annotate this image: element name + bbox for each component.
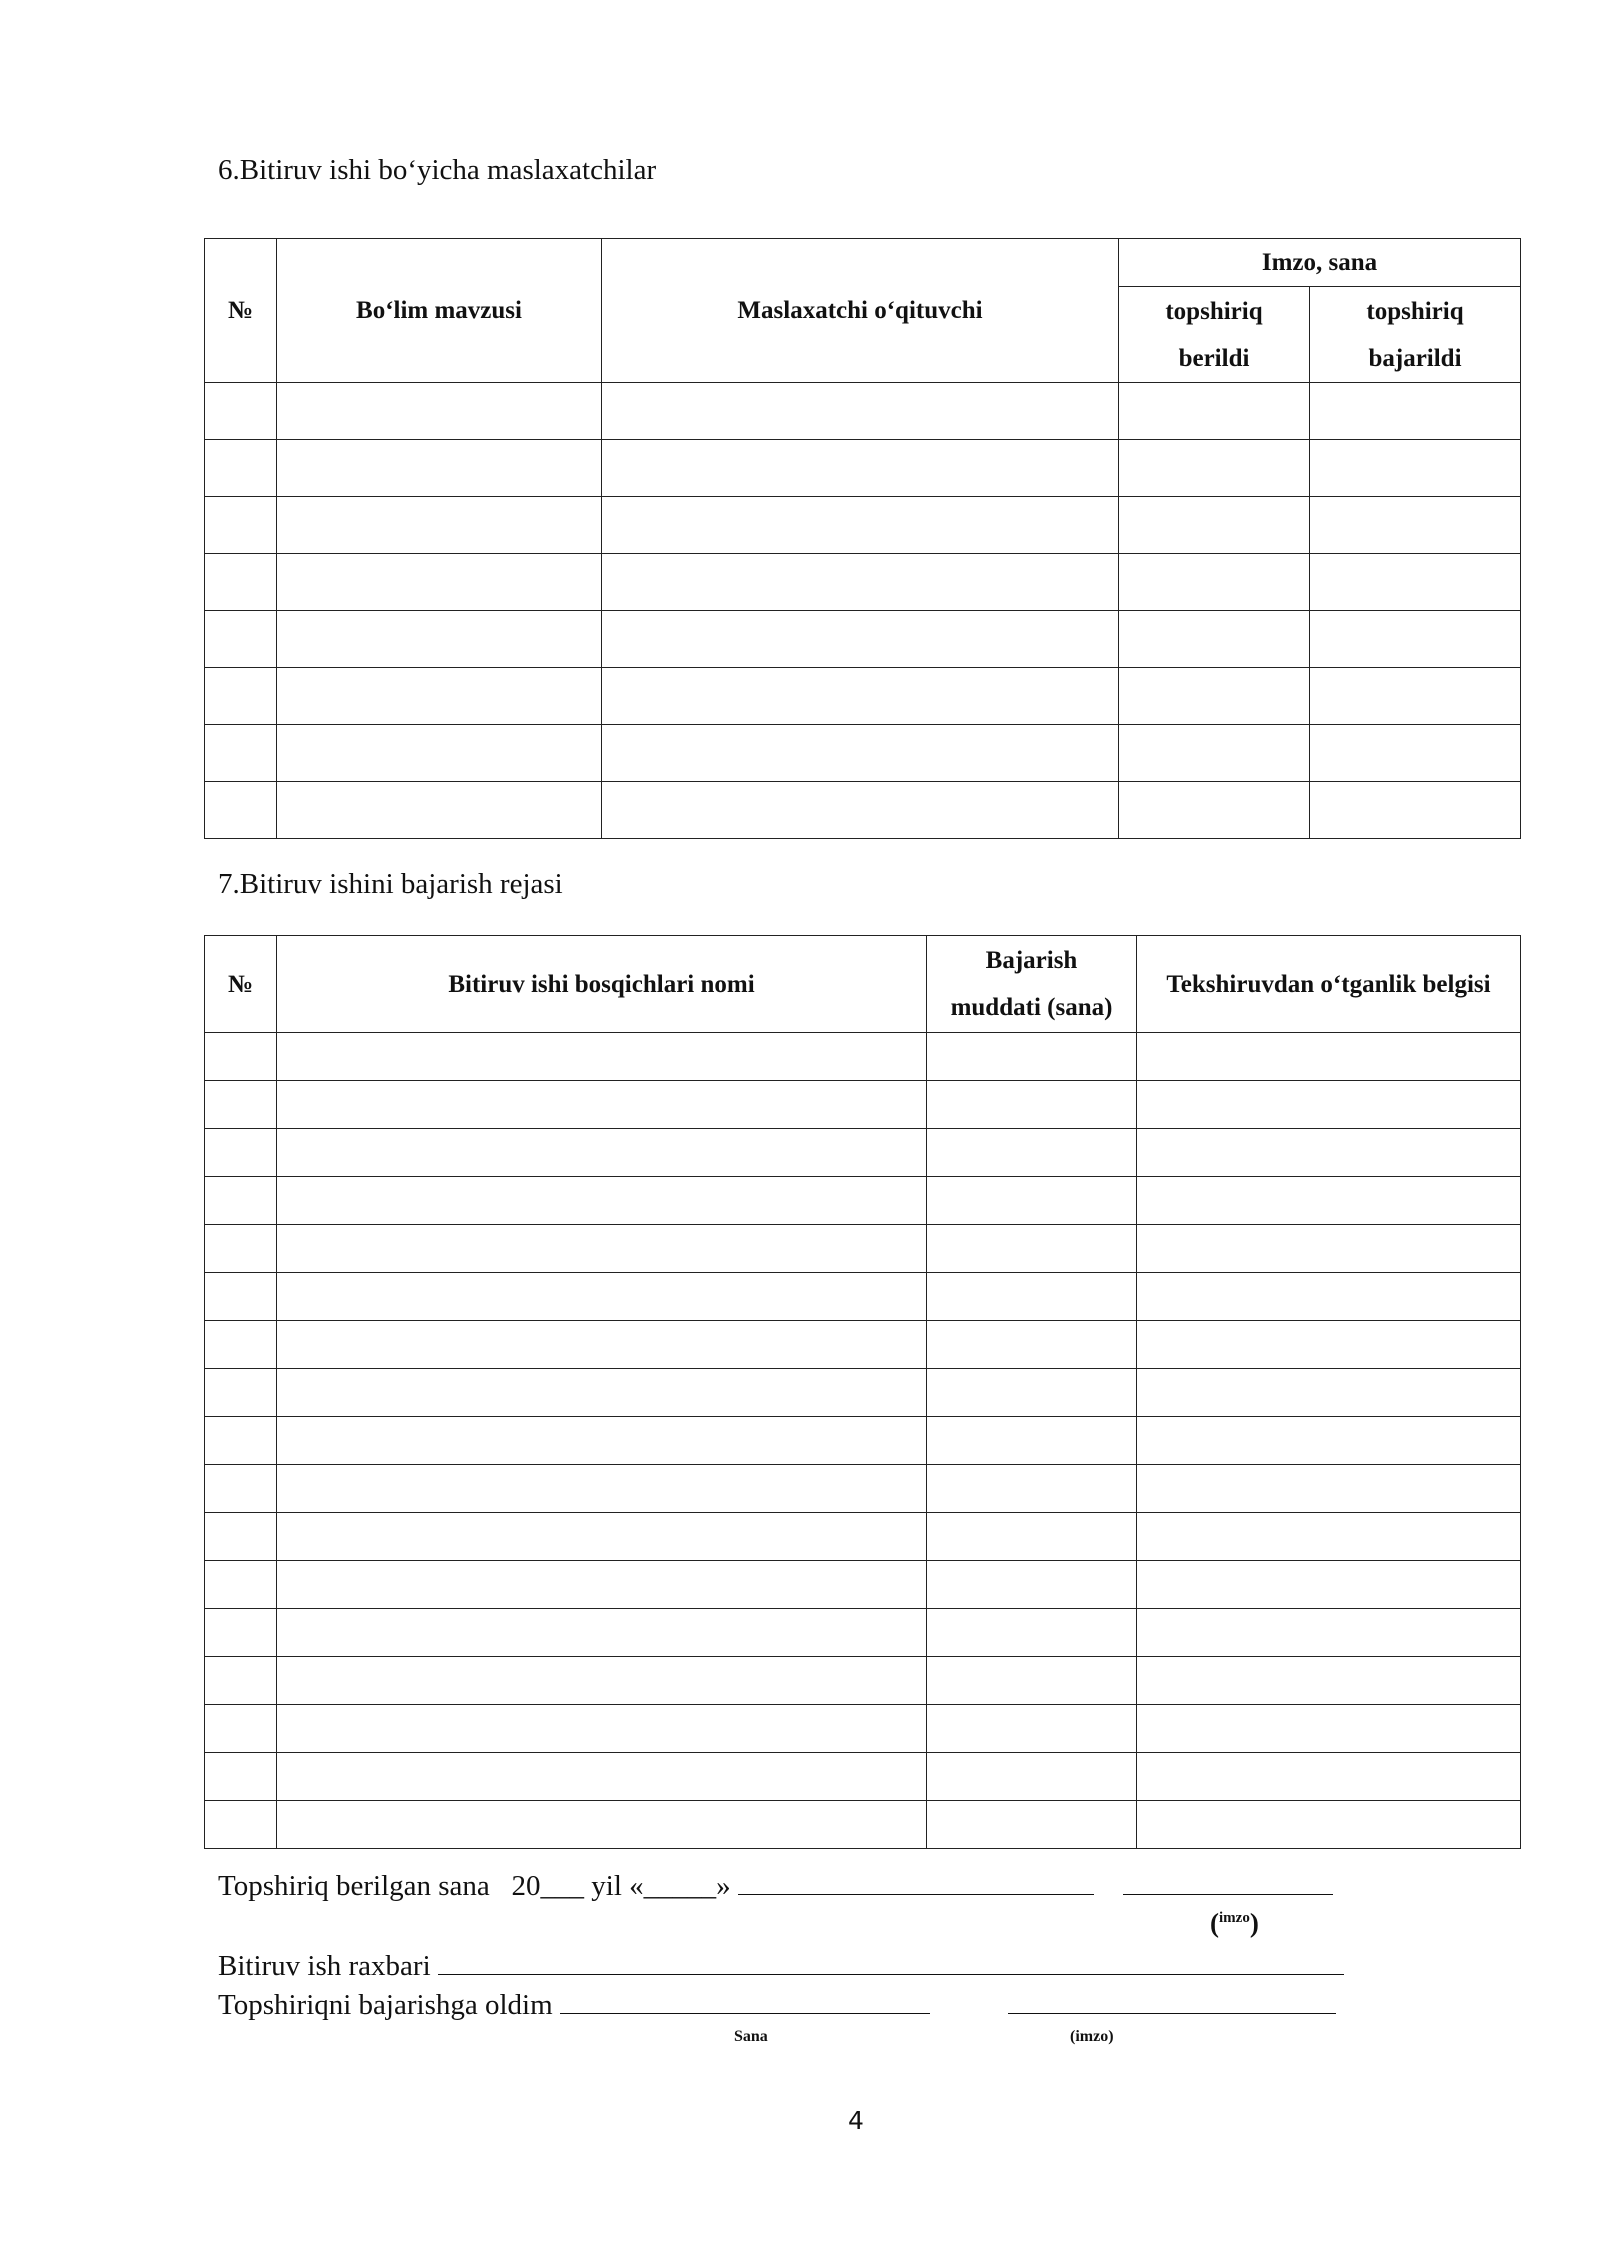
advisors-table-row <box>205 497 1521 554</box>
work-plan-table-cell[interactable] <box>1137 1081 1521 1129</box>
advisors-table-cell[interactable] <box>1119 554 1310 611</box>
advisors-table-row <box>205 554 1521 611</box>
advisors-table-row <box>205 611 1521 668</box>
advisors-table-cell[interactable] <box>205 554 277 611</box>
work-plan-table-cell[interactable] <box>277 1081 927 1129</box>
work-plan-table-cell[interactable] <box>277 1801 927 1849</box>
advisors-table-cell[interactable] <box>602 782 1119 839</box>
accepted-label: Topshiriqni bajarishga oldim <box>218 1989 553 2021</box>
work-plan-table-cell[interactable] <box>205 1657 277 1705</box>
advisors-table-cell[interactable] <box>205 497 277 554</box>
header-stage-names: Bitiruv ishi bosqichlari nomi <box>277 936 927 1033</box>
work-plan-table-cell[interactable] <box>927 1081 1137 1129</box>
date-caption: Sana <box>734 2028 768 2045</box>
work-plan-table-cell[interactable] <box>927 1753 1137 1801</box>
work-plan-table-cell[interactable] <box>1137 1657 1521 1705</box>
advisors-table-cell[interactable] <box>205 725 277 782</box>
work-plan-table-row <box>205 1513 1521 1561</box>
work-plan-table-cell[interactable] <box>277 1561 927 1609</box>
advisors-table-row <box>205 725 1521 782</box>
work-plan-table-cell[interactable] <box>1137 1033 1521 1081</box>
work-plan-table-cell[interactable] <box>927 1417 1137 1465</box>
issue-signature-field[interactable] <box>1123 1868 1333 1895</box>
issue-date-label: Topshiriq berilgan sana <box>218 1870 490 1902</box>
work-plan-table-row <box>205 1561 1521 1609</box>
advisors-table-cell[interactable] <box>205 782 277 839</box>
work-plan-table-cell[interactable] <box>277 1465 927 1513</box>
advisors-table-cell[interactable] <box>1310 440 1521 497</box>
advisors-table-cell[interactable] <box>277 554 602 611</box>
header-deadline: Bajarish muddati (sana) <box>927 936 1137 1033</box>
header-task-done: topshiriq bajarildi <box>1310 287 1521 383</box>
advisors-table-cell[interactable] <box>1119 383 1310 440</box>
work-plan-table <box>204 935 1521 1849</box>
work-plan-table-cell[interactable] <box>927 1129 1137 1177</box>
work-plan-table-cell[interactable] <box>1137 1705 1521 1753</box>
work-plan-table-cell[interactable] <box>927 1561 1137 1609</box>
advisors-table-cell[interactable] <box>1119 440 1310 497</box>
work-plan-table-cell[interactable] <box>277 1657 927 1705</box>
supervisor-label: Bitiruv ish raxbari <box>218 1950 431 1982</box>
work-plan-table-cell[interactable] <box>205 1513 277 1561</box>
page-number: 4 <box>848 2106 864 2135</box>
advisors-table-cell[interactable] <box>1119 668 1310 725</box>
advisors-table-cell[interactable] <box>205 440 277 497</box>
accepted-signature-field[interactable] <box>1008 1987 1336 2014</box>
work-plan-table-cell[interactable] <box>1137 1225 1521 1273</box>
work-plan-table-row <box>205 1609 1521 1657</box>
advisors-table-cell[interactable] <box>277 497 602 554</box>
work-plan-table-cell[interactable] <box>927 1321 1137 1369</box>
advisors-table-cell[interactable] <box>277 668 602 725</box>
work-plan-table-cell[interactable] <box>1137 1801 1521 1849</box>
header-task-given: topshiriq berildi <box>1119 287 1310 383</box>
advisors-table <box>204 238 1521 839</box>
advisors-table-cell[interactable] <box>1310 383 1521 440</box>
work-plan-table-cell[interactable] <box>205 1081 277 1129</box>
work-plan-table-row <box>205 1657 1521 1705</box>
work-plan-table-cell[interactable] <box>927 1513 1137 1561</box>
advisors-table-cell[interactable] <box>1310 497 1521 554</box>
advisors-table-cell[interactable] <box>602 668 1119 725</box>
advisors-table-row <box>205 668 1521 725</box>
work-plan-table-cell[interactable] <box>277 1609 927 1657</box>
work-plan-table-cell[interactable] <box>1137 1513 1521 1561</box>
advisors-table-row <box>205 782 1521 839</box>
work-plan-table-row <box>205 1417 1521 1465</box>
work-plan-table-cell[interactable] <box>205 1753 277 1801</box>
work-plan-table-row <box>205 1225 1521 1273</box>
work-plan-table-cell[interactable] <box>927 1225 1137 1273</box>
header-signature-date: Imzo, sana <box>1119 239 1521 287</box>
work-plan-table-row <box>205 1753 1521 1801</box>
work-plan-table-cell[interactable] <box>1137 1273 1521 1321</box>
work-plan-table-cell[interactable] <box>1137 1753 1521 1801</box>
work-plan-table-cell[interactable] <box>205 1465 277 1513</box>
advisors-table-cell[interactable] <box>602 440 1119 497</box>
work-plan-table-cell[interactable] <box>205 1369 277 1417</box>
advisors-table-cell[interactable] <box>1310 725 1521 782</box>
work-plan-table-cell[interactable] <box>927 1033 1137 1081</box>
work-plan-table-body <box>205 1033 1521 1849</box>
header-section-topic: Bo‘lim mavzusi <box>277 239 602 383</box>
work-plan-table-cell[interactable] <box>277 1177 927 1225</box>
work-plan-table-cell[interactable] <box>277 1225 927 1273</box>
work-plan-table-cell[interactable] <box>205 1321 277 1369</box>
advisors-table-cell[interactable] <box>1119 497 1310 554</box>
work-plan-table-cell[interactable] <box>1137 1177 1521 1225</box>
advisors-table-cell[interactable] <box>602 725 1119 782</box>
advisors-table-cell[interactable] <box>205 611 277 668</box>
work-plan-table-row <box>205 1369 1521 1417</box>
work-plan-table-cell[interactable] <box>1137 1129 1521 1177</box>
issue-date-field[interactable] <box>738 1868 1094 1895</box>
work-plan-table-row <box>205 1273 1521 1321</box>
work-plan-table-cell[interactable] <box>205 1225 277 1273</box>
work-plan-table-cell[interactable] <box>927 1465 1137 1513</box>
issue-date-year: 20___ yil «_____» <box>511 1870 731 1902</box>
advisors-table-cell[interactable] <box>602 497 1119 554</box>
work-plan-table-cell[interactable] <box>205 1801 277 1849</box>
header-number: № <box>205 936 277 1033</box>
work-plan-table-cell[interactable] <box>277 1129 927 1177</box>
work-plan-table-cell[interactable] <box>927 1273 1137 1321</box>
work-plan-table-cell[interactable] <box>1137 1321 1521 1369</box>
work-plan-table-cell[interactable] <box>205 1177 277 1225</box>
supervisor-field[interactable] <box>438 1948 1344 1975</box>
advisors-table-cell[interactable] <box>602 554 1119 611</box>
work-plan-table-cell[interactable] <box>277 1753 927 1801</box>
advisors-table-cell[interactable] <box>205 668 277 725</box>
work-plan-table-cell[interactable] <box>1137 1609 1521 1657</box>
work-plan-table-cell[interactable] <box>205 1609 277 1657</box>
advisors-table-row <box>205 440 1521 497</box>
advisors-table-cell[interactable] <box>1310 611 1521 668</box>
supervisor-line <box>218 1948 1344 1983</box>
work-plan-table-cell[interactable] <box>205 1417 277 1465</box>
work-plan-table-cell[interactable] <box>1137 1465 1521 1513</box>
work-plan-table-row <box>205 1033 1521 1081</box>
advisors-table-cell[interactable] <box>277 440 602 497</box>
signature-caption: (imzo) <box>1070 2028 1114 2045</box>
work-plan-table-cell[interactable] <box>205 1561 277 1609</box>
work-plan-table-row <box>205 1177 1521 1225</box>
work-plan-table-cell[interactable] <box>205 1033 277 1081</box>
work-plan-table-cell[interactable] <box>927 1609 1137 1657</box>
section-7-heading: 7.Bitiruv ishini bajarish rejasi <box>218 868 563 900</box>
advisors-table-row <box>205 383 1521 440</box>
work-plan-table-cell[interactable] <box>277 1273 927 1321</box>
work-plan-table-cell[interactable] <box>205 1129 277 1177</box>
work-plan-table-cell[interactable] <box>277 1033 927 1081</box>
advisors-table-cell[interactable] <box>1310 782 1521 839</box>
accepted-line <box>218 1987 1336 2022</box>
header-number: № <box>205 239 277 383</box>
header-advisor: Maslaxatchi o‘qituvchi <box>602 239 1119 383</box>
work-plan-table-cell[interactable] <box>927 1705 1137 1753</box>
work-plan-table-row <box>205 1129 1521 1177</box>
signature-caption-superscript: ($^{imzo}$) <box>1210 1908 1259 1938</box>
work-plan-table-cell[interactable] <box>205 1273 277 1321</box>
advisors-table-cell[interactable] <box>1119 725 1310 782</box>
advisors-table-cell[interactable] <box>1119 782 1310 839</box>
work-plan-table-row <box>205 1321 1521 1369</box>
advisors-table-cell[interactable] <box>205 383 277 440</box>
advisors-table-cell[interactable] <box>1119 611 1310 668</box>
work-plan-table-cell[interactable] <box>277 1369 927 1417</box>
work-plan-table-row <box>205 1081 1521 1129</box>
work-plan-table-row <box>205 1705 1521 1753</box>
work-plan-table-cell[interactable] <box>277 1417 927 1465</box>
header-check-mark: Tekshiruvdan o‘tganlik belgisi <box>1137 936 1521 1033</box>
issue-date-line <box>218 1868 1333 1903</box>
work-plan-table-cell[interactable] <box>927 1801 1137 1849</box>
work-plan-table-cell[interactable] <box>1137 1417 1521 1465</box>
work-plan-table-cell[interactable] <box>927 1177 1137 1225</box>
work-plan-table-cell[interactable] <box>205 1705 277 1753</box>
work-plan-table-row <box>205 1465 1521 1513</box>
advisors-table-body <box>205 383 1521 839</box>
section-6-heading: 6.Bitiruv ishi bo‘yicha maslaxatchilar <box>218 154 657 186</box>
advisors-table-cell[interactable] <box>277 383 602 440</box>
advisors-table-cell[interactable] <box>1310 668 1521 725</box>
work-plan-table-cell[interactable] <box>1137 1369 1521 1417</box>
advisors-table-cell[interactable] <box>277 611 602 668</box>
work-plan-table-cell[interactable] <box>277 1705 927 1753</box>
advisors-table-cell[interactable] <box>602 383 1119 440</box>
advisors-table-cell[interactable] <box>1310 554 1521 611</box>
advisors-table-cell[interactable] <box>602 611 1119 668</box>
work-plan-table-row <box>205 1801 1521 1849</box>
accepted-date-field[interactable] <box>560 1987 930 2014</box>
work-plan-table-cell[interactable] <box>927 1369 1137 1417</box>
work-plan-table-cell[interactable] <box>277 1513 927 1561</box>
work-plan-table-cell[interactable] <box>927 1657 1137 1705</box>
advisors-table-cell[interactable] <box>277 782 602 839</box>
advisors-table-cell[interactable] <box>277 725 602 782</box>
work-plan-table-cell[interactable] <box>1137 1561 1521 1609</box>
work-plan-table-cell[interactable] <box>277 1321 927 1369</box>
